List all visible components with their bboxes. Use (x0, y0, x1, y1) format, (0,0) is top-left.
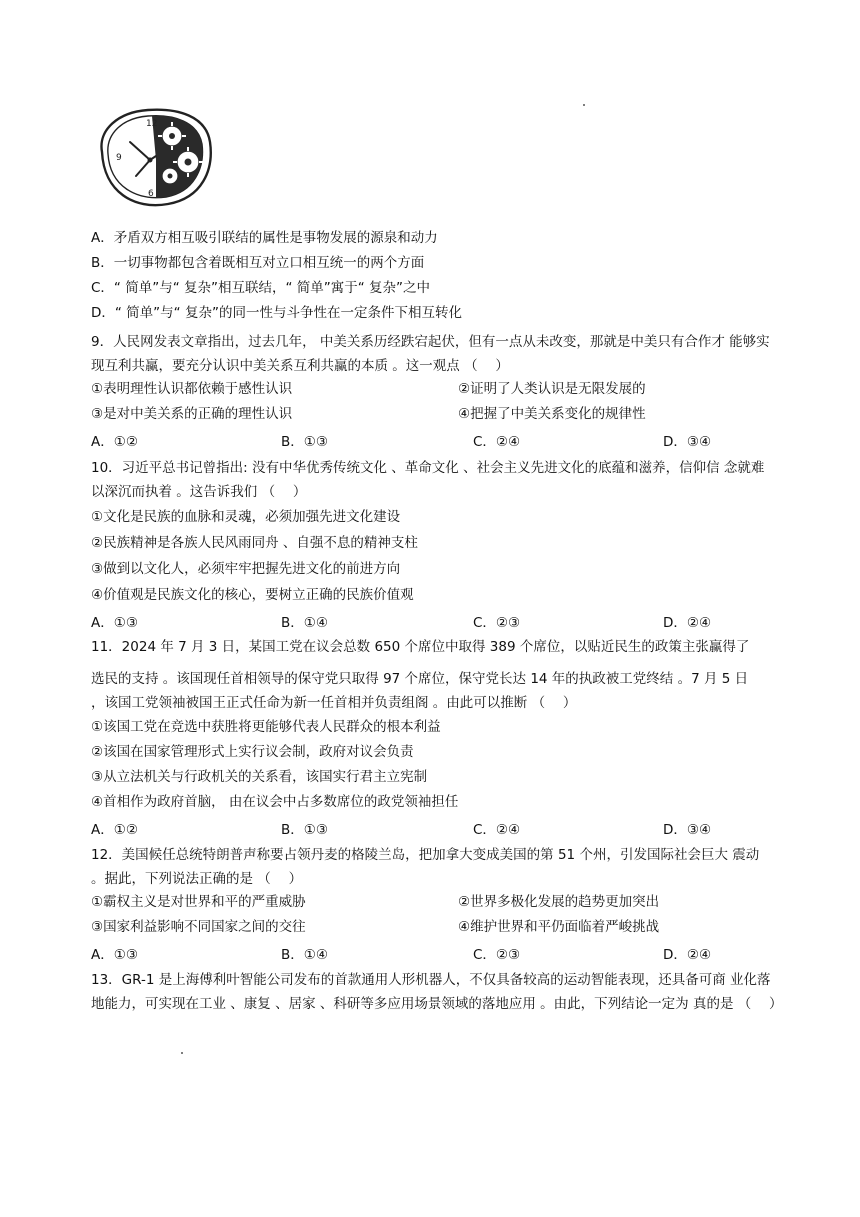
q9-item-4: ④把握了中美关系变化的规律性 (458, 406, 646, 422)
scan-speck (181, 1052, 183, 1054)
q8-option-b: B．一切事物都包含着既相互对立口相互统一的两个方面 (91, 255, 425, 271)
q11-choice-b[interactable]: B．①③ (281, 822, 328, 838)
q10-item-3: ③做到以文化人，必须牢牢把握先进文化的前进方向 (91, 561, 401, 577)
q11-choice-d[interactable]: D．③④ (663, 822, 712, 838)
q12-item-2: ②世界多极化发展的趋势更加突出 (458, 894, 660, 910)
q9-item-3: ③是对中美关系的正确的理性认识 (91, 406, 293, 422)
q10-choice-a[interactable]: A．①③ (91, 615, 138, 631)
q11-item-4: ④首相作为政府首脑， 由在议会中占多数席位的政党领袖担任 (91, 794, 459, 810)
q12-stem: 12．美国候任总统特朗普声称要占领丹麦的格陵兰岛，把加拿大变成美国的第 51 个州，引发国际社会巨大 震动 。据此，下列说法正确的是 （ ） (91, 847, 760, 887)
q12-item-1: ①霸权主义是对世界和平的严重威胁 (91, 894, 306, 910)
q12-choice-c[interactable]: C．②③ (473, 947, 521, 963)
q10-choice-d[interactable]: D．②④ (663, 615, 712, 631)
q11-stem-line-1: 11．2024 年 7 月 3 日，某国工党在议会总数 650 个席位中取得 389 个席位，以贴近民生的政策主张赢得了 (91, 639, 750, 655)
q11-item-1: ①该国工党在竞选中获胜将更能够代表人民群众的根本利益 (91, 719, 441, 735)
q11-item-3: ③从立法机关与行政机关的关系看，该国实行君主立宪制 (91, 769, 428, 785)
q9-item-1: ①表明理性认识都依赖于感性认识 (91, 381, 293, 397)
q10-choices (91, 611, 741, 629)
q13-stem: 13．GR-1 是上海傅利叶智能公司发布的首款通用人形机器人，不仅具备较高的运动智能表现，还具备可商 业化落地能力，可实现在工业 、康复 、居家 、科研等多应用场景领域的落地应用 。由此，下列结论一定为 真的是 （ ） (91, 972, 783, 1012)
q10-stem: 10．习近平总书记曾指出: 没有中华优秀传统文化 、革命文化 、社会主义先进文化的底蕴和滋养，信仰信 念就难以深沉而执着 。这告诉我们 （ ） (91, 460, 765, 500)
q9-choice-c[interactable]: C．②④ (473, 434, 521, 450)
svg-text:9: 9 (116, 153, 122, 163)
q10-choice-c[interactable]: C．②③ (473, 615, 521, 631)
q12-item-3: ③国家利益影响不同国家之间的交往 (91, 919, 306, 935)
q10-item-4: ④价值观是民族文化的核心，要树立正确的民族价值观 (91, 587, 414, 603)
q9-choice-d[interactable]: D．③④ (663, 434, 712, 450)
q8-option-a: A．矛盾双方相互吸引联结的属性是事物发展的源泉和动力 (91, 230, 438, 246)
q12-choice-a[interactable]: A．①③ (91, 947, 138, 963)
q9-choice-a[interactable]: A．①② (91, 434, 138, 450)
scan-speck (583, 104, 585, 106)
q11-choice-c[interactable]: C．②④ (473, 822, 521, 838)
q8-option-d: D．“ 简单”与“ 复杂”的同一性与斗争性在一定条件下相互转化 (91, 305, 462, 321)
q12-choices (91, 943, 741, 961)
svg-text:6: 6 (148, 189, 154, 199)
q9-stem: 9．人民网发表文章指出，过去几年， 中美关系历经跌宕起伏，但有一点从未改变，那就是中美只有合作才 能够实现互利共赢，要充分认识中美关系互利共赢的本质 。这一观点 （ ） (91, 334, 770, 374)
q10-item-2: ②民族精神是各族人民风雨同舟 、自强不息的精神支柱 (91, 535, 418, 551)
q12-choice-b[interactable]: B．①④ (281, 947, 328, 963)
q8-option-c: C．“ 简单”与“ 复杂”相互联结，“ 简单”寓于“ 复杂”之中 (91, 280, 431, 296)
q12-choice-d[interactable]: D．②④ (663, 947, 712, 963)
clock-gears-illustration (90, 100, 220, 212)
q11-choices (91, 818, 741, 836)
q11-stem-line-3: ，该国工党领袖被国王正式任命为新一任首相并负责组阁 。由此可以推断 （ ） (91, 695, 577, 711)
q10-item-1: ①文化是民族的血脉和灵魂，必须加强先进文化建设 (91, 509, 401, 525)
q11-stem-line-2: 选民的支持 。该国现任首相领导的保守党只取得 97 个席位，保守党长达 14 年的执政被工党终结 。7 月 5 日 (91, 671, 749, 687)
q9-choices (91, 430, 741, 448)
q12-item-4: ④维护世界和平仍面临着严峻挑战 (458, 919, 660, 935)
q9-choice-b[interactable]: B．①③ (281, 434, 328, 450)
q11-item-2: ②该国在国家管理形式上实行议会制，政府对议会负责 (91, 744, 414, 760)
svg-text:12: 12 (146, 119, 158, 129)
q9-item-2: ②证明了人类认识是无限发展的 (458, 381, 646, 397)
q11-choice-a[interactable]: A．①② (91, 822, 138, 838)
q10-choice-b[interactable]: B．①④ (281, 615, 328, 631)
